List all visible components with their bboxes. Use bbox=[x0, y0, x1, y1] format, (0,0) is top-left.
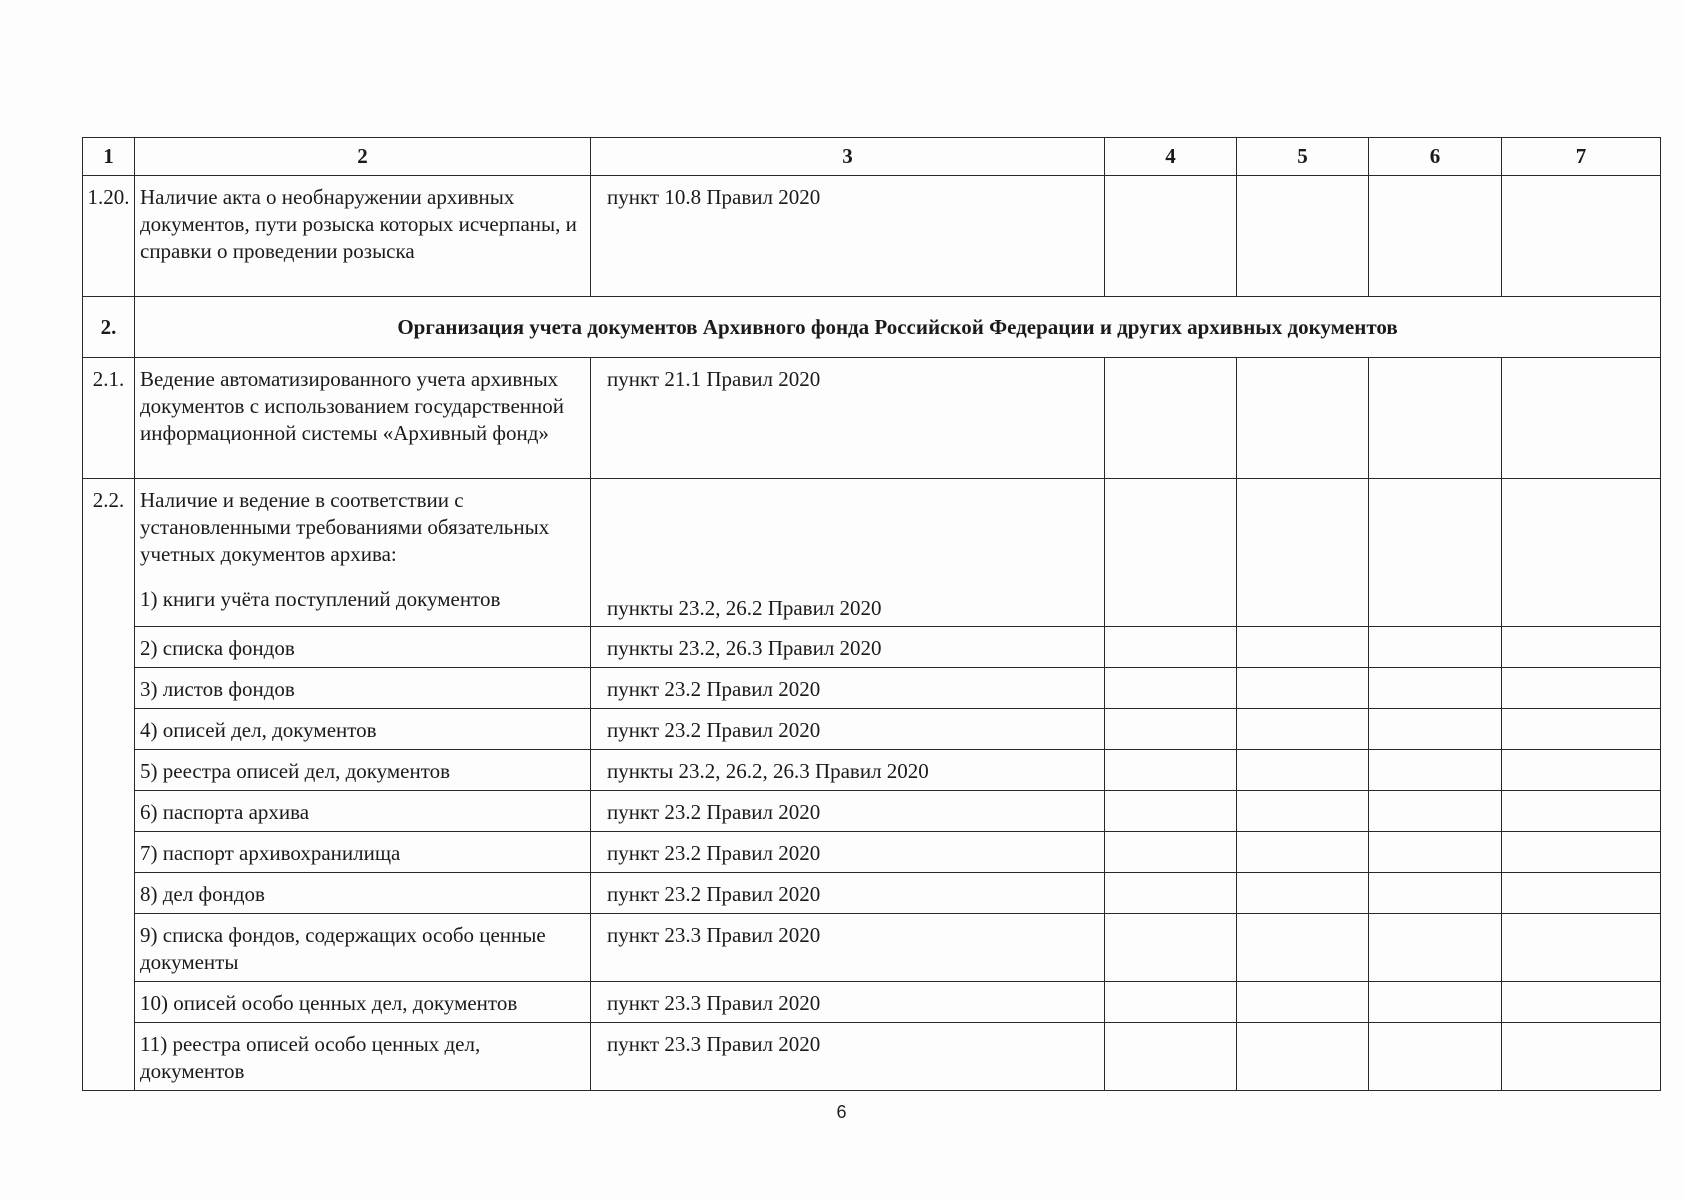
requirement-text: Ведение автоматизированного учета архивных документов с использованием государственной информационной системы «Архивный фонд» bbox=[135, 358, 591, 479]
empty-cell bbox=[1369, 982, 1502, 1023]
table-row bbox=[83, 358, 1661, 479]
empty-cell bbox=[1237, 982, 1369, 1023]
empty-cell bbox=[1502, 832, 1661, 873]
empty-cell bbox=[1502, 1023, 1661, 1091]
empty-cell bbox=[1237, 358, 1369, 479]
empty-cell bbox=[1369, 479, 1502, 627]
empty-cell bbox=[1237, 914, 1369, 982]
rule-reference: пункт 23.2 Правил 2020 bbox=[591, 791, 1105, 832]
empty-cell bbox=[1105, 982, 1237, 1023]
table-row bbox=[83, 832, 1661, 873]
table-row bbox=[83, 791, 1661, 832]
rule-reference: пункт 23.2 Правил 2020 bbox=[591, 709, 1105, 750]
rule-reference: пункт 23.2 Правил 2020 bbox=[591, 668, 1105, 709]
empty-cell bbox=[1237, 627, 1369, 668]
empty-cell bbox=[1502, 358, 1661, 479]
empty-cell bbox=[1237, 750, 1369, 791]
rule-reference: пункт 23.2 Правил 2020 bbox=[591, 832, 1105, 873]
rule-reference: пункт 23.3 Правил 2020 bbox=[591, 982, 1105, 1023]
rule-reference-text: пункты 23.2, 26.2 Правил 2020 bbox=[607, 596, 882, 620]
empty-cell bbox=[1369, 627, 1502, 668]
empty-cell bbox=[1369, 709, 1502, 750]
section-row bbox=[83, 297, 1661, 358]
table-row bbox=[83, 873, 1661, 914]
empty-cell bbox=[1105, 627, 1237, 668]
empty-cell bbox=[1369, 914, 1502, 982]
inspection-table bbox=[82, 137, 1661, 1091]
empty-cell bbox=[1369, 668, 1502, 709]
empty-cell bbox=[1369, 750, 1502, 791]
empty-cell bbox=[1369, 176, 1502, 297]
empty-cell bbox=[1237, 709, 1369, 750]
empty-cell bbox=[1502, 914, 1661, 982]
requirement-text: Наличие акта о необнаружении архивных документов, пути розыска которых исчерпаны, и справки о проведении розыска bbox=[135, 176, 591, 297]
empty-cell bbox=[1502, 750, 1661, 791]
rule-reference bbox=[591, 479, 1105, 627]
column-header: 1 bbox=[83, 138, 135, 176]
requirement-item: 9) списка фондов, содержащих особо ценные документы bbox=[135, 914, 591, 982]
empty-cell bbox=[1105, 668, 1237, 709]
page-number: 6 bbox=[836, 1102, 847, 1122]
rule-reference: пункты 23.2, 26.2, 26.3 Правил 2020 bbox=[591, 750, 1105, 791]
requirement-item: 8) дел фондов bbox=[135, 873, 591, 914]
table-row bbox=[83, 479, 1661, 627]
requirement-item: 5) реестра описей дел, документов bbox=[135, 750, 591, 791]
requirement-item: 6) паспорта архива bbox=[135, 791, 591, 832]
column-header: 3 bbox=[591, 138, 1105, 176]
section-title: Организация учета документов Архивного фонда Российской Федерации и других архивных документов bbox=[135, 297, 1661, 358]
requirement-item: 3) листов фондов bbox=[135, 668, 591, 709]
table-header-row bbox=[83, 138, 1661, 176]
empty-cell bbox=[1105, 873, 1237, 914]
empty-cell bbox=[1502, 709, 1661, 750]
empty-cell bbox=[1369, 873, 1502, 914]
empty-cell bbox=[1237, 668, 1369, 709]
empty-cell bbox=[1105, 358, 1237, 479]
requirement-item: 2) списка фондов bbox=[135, 627, 591, 668]
empty-cell bbox=[1369, 832, 1502, 873]
empty-cell bbox=[1237, 176, 1369, 297]
empty-cell bbox=[1502, 627, 1661, 668]
row-number: 2.2. bbox=[83, 479, 135, 1091]
empty-cell bbox=[1105, 479, 1237, 627]
column-header: 4 bbox=[1105, 138, 1237, 176]
column-header: 5 bbox=[1237, 138, 1369, 176]
empty-cell bbox=[1105, 709, 1237, 750]
empty-cell bbox=[1502, 791, 1661, 832]
empty-cell bbox=[1502, 982, 1661, 1023]
empty-cell bbox=[1105, 914, 1237, 982]
requirement-item: 7) паспорт архивохранилища bbox=[135, 832, 591, 873]
requirement-intro: Наличие и ведение в соответствии с установленными требованиями обязательных учетных документов архива: bbox=[140, 488, 550, 566]
empty-cell bbox=[1369, 1023, 1502, 1091]
table-row bbox=[83, 627, 1661, 668]
empty-cell bbox=[1502, 479, 1661, 627]
column-header: 6 bbox=[1369, 138, 1502, 176]
rule-reference: пункт 23.3 Правил 2020 bbox=[591, 1023, 1105, 1091]
empty-cell bbox=[1502, 873, 1661, 914]
requirement-item: 1) книги учёта поступлений документов bbox=[140, 587, 501, 611]
empty-cell bbox=[1369, 791, 1502, 832]
empty-cell bbox=[1369, 358, 1502, 479]
empty-cell bbox=[1237, 873, 1369, 914]
empty-cell bbox=[1105, 791, 1237, 832]
rule-reference: пункт 23.2 Правил 2020 bbox=[591, 873, 1105, 914]
table-row bbox=[83, 982, 1661, 1023]
row-number: 1.20. bbox=[83, 176, 135, 297]
rule-reference: пункт 23.3 Правил 2020 bbox=[591, 914, 1105, 982]
table-row bbox=[83, 1023, 1661, 1091]
empty-cell bbox=[1237, 791, 1369, 832]
table-row bbox=[83, 668, 1661, 709]
column-header: 7 bbox=[1502, 138, 1661, 176]
rule-reference: пункты 23.2, 26.3 Правил 2020 bbox=[591, 627, 1105, 668]
empty-cell bbox=[1502, 176, 1661, 297]
table-row bbox=[83, 750, 1661, 791]
empty-cell bbox=[1237, 832, 1369, 873]
empty-cell bbox=[1105, 832, 1237, 873]
table-row bbox=[83, 176, 1661, 297]
empty-cell bbox=[1502, 668, 1661, 709]
rule-reference: пункт 10.8 Правил 2020 bbox=[591, 176, 1105, 297]
requirement-item: 4) описей дел, документов bbox=[135, 709, 591, 750]
requirement-item: 10) описей особо ценных дел, документов bbox=[135, 982, 591, 1023]
empty-cell bbox=[1237, 479, 1369, 627]
table-row bbox=[83, 914, 1661, 982]
column-header: 2 bbox=[135, 138, 591, 176]
empty-cell bbox=[1105, 176, 1237, 297]
empty-cell bbox=[1105, 750, 1237, 791]
row-number: 2.1. bbox=[83, 358, 135, 479]
empty-cell bbox=[1237, 1023, 1369, 1091]
empty-cell bbox=[1105, 1023, 1237, 1091]
requirement-text bbox=[135, 479, 591, 627]
section-number: 2. bbox=[83, 297, 135, 358]
rule-reference: пункт 21.1 Правил 2020 bbox=[591, 358, 1105, 479]
table-row bbox=[83, 709, 1661, 750]
requirement-item: 11) реестра описей особо ценных дел, документов bbox=[135, 1023, 591, 1091]
